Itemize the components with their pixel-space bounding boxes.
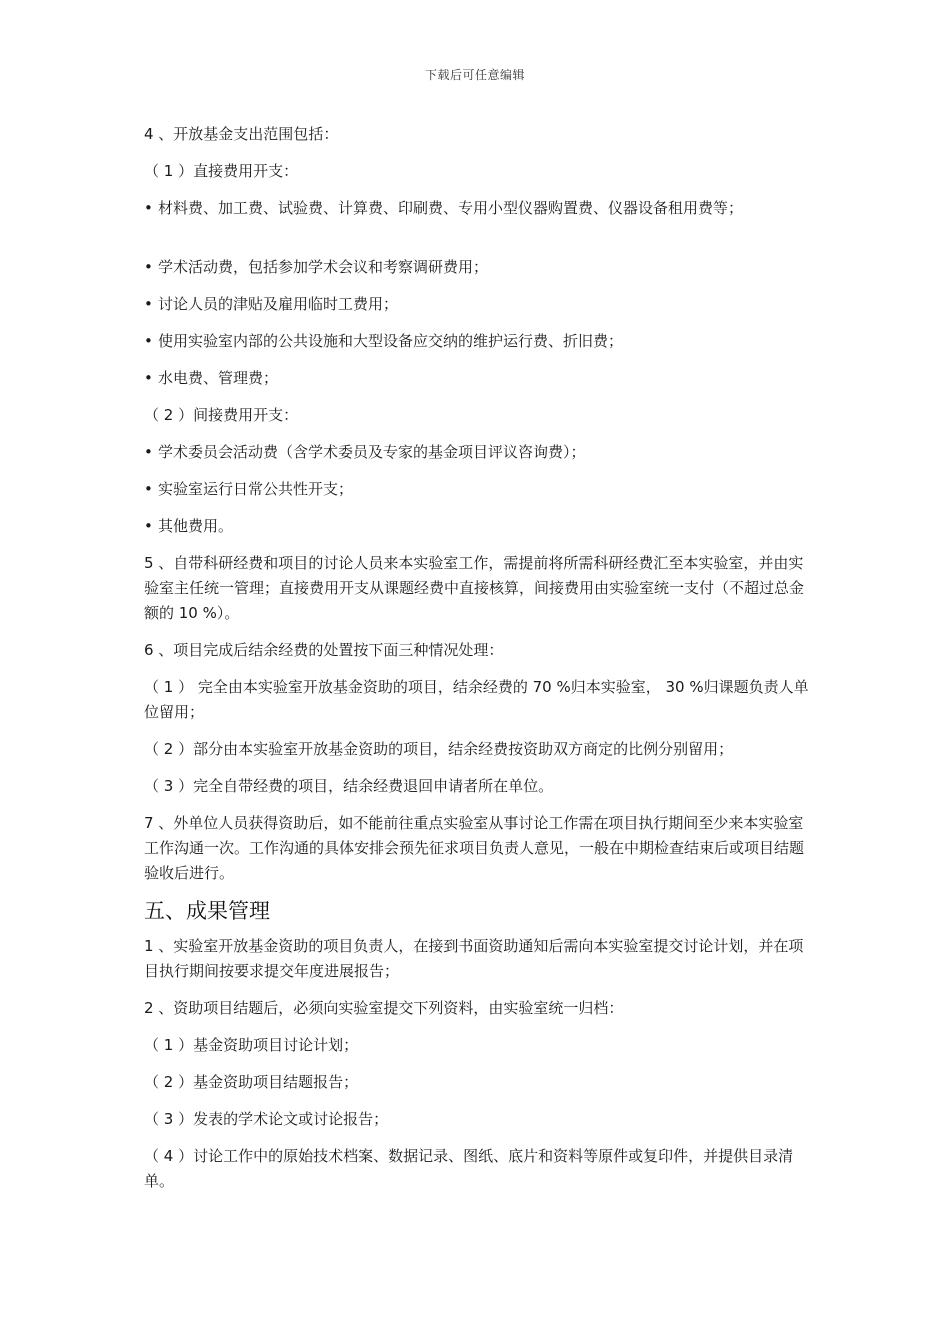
section-heading-results: 五、成果管理	[144, 899, 270, 923]
paragraph-5: 5 、自带科研经费和项目的讨论人员来本实验室工作，需提前将所需科研经费汇至本实验室，并由实验室主任统一管理；直接费用开支从课题经费中直接核算，间接费用由实验室统一支付（不超过总金额的 10 %）。	[144, 554, 805, 622]
bullet-item-other: • 其他费用。	[144, 514, 816, 539]
bullet-item-facilities: • 使用实验室内部的公共设施和大型设备应交纳的维护运行费、折旧费；	[144, 329, 816, 354]
paragraph-results-2: 2 、资助项目结题后，必须向实验室提交下列资料，由实验室统一归档：	[144, 999, 624, 1017]
paragraph-direct-costs: （ 1 ）直接费用开支：	[144, 162, 299, 180]
page-header: 下载后可任意编辑	[424, 68, 525, 82]
bullet-item-academic: • 学术活动费，包括参加学术会议和考察调研费用；	[144, 255, 816, 280]
bullet-item-allowance: • 讨论人员的津贴及雇用临时工费用；	[144, 292, 816, 317]
paragraph-6-3: （ 3 ）完全自带经费的项目，结余经费退回申请者所在单位。	[144, 777, 554, 795]
paragraph-4: 4 、开放基金支出范围包括：	[144, 125, 339, 143]
paragraph-results-2-1: （ 1 ）基金资助项目讨论计划；	[144, 1036, 359, 1054]
document-body	[144, 122, 816, 1206]
paragraph-results-1: 1 、实验室开放基金资助的项目负责人，在接到书面资助通知后需向本实验室提交讨论计划，并在项目执行期间按要求提交年度进展报告；	[144, 937, 804, 980]
paragraph-indirect-costs: （ 2 ）间接费用开支：	[144, 406, 299, 424]
paragraph-6-1: （ 1 ） 完全由本实验室开放基金资助的项目，结余经费的 70 %归本实验室， 30 %归课题负责人单位留用；	[144, 678, 809, 721]
paragraph-results-2-4: （ 4 ）讨论工作中的原始技术档案、数据记录、图纸、底片和资料等原件或复印件，并提供目录清单。	[144, 1147, 794, 1190]
paragraph-results-2-2: （ 2 ）基金资助项目结题报告；	[144, 1073, 359, 1091]
paragraph-6-2: （ 2 ）部分由本实验室开放基金资助的项目，结余经费按资助双方商定的比例分别留用；	[144, 740, 734, 758]
paragraph-6: 6 、项目完成后结余经费的处置按下面三种情况处理：	[144, 641, 504, 659]
bullet-item-materials: • 材料费、加工费、试验费、计算费、印刷费、专用小型仪器购置费、仪器设备租用费等；	[144, 196, 816, 221]
bullet-item-operations: • 实验室运行日常公共性开支；	[144, 477, 816, 502]
paragraph-7: 7 、外单位人员获得资助后，如不能前往重点实验室从事讨论工作需在项目执行期间至少来本实验室工作沟通一次。工作沟通的具体安排会预先征求项目负责人意见，一般在中期检查结束后或项目结题验收后进行。	[144, 814, 805, 882]
bullet-item-utilities: • 水电费、管理费；	[144, 366, 816, 391]
bullet-item-committee: • 学术委员会活动费（含学术委员及专家的基金项目评议咨询费）；	[144, 440, 816, 465]
paragraph-results-2-3: （ 3 ）发表的学术论文或讨论报告；	[144, 1110, 389, 1128]
